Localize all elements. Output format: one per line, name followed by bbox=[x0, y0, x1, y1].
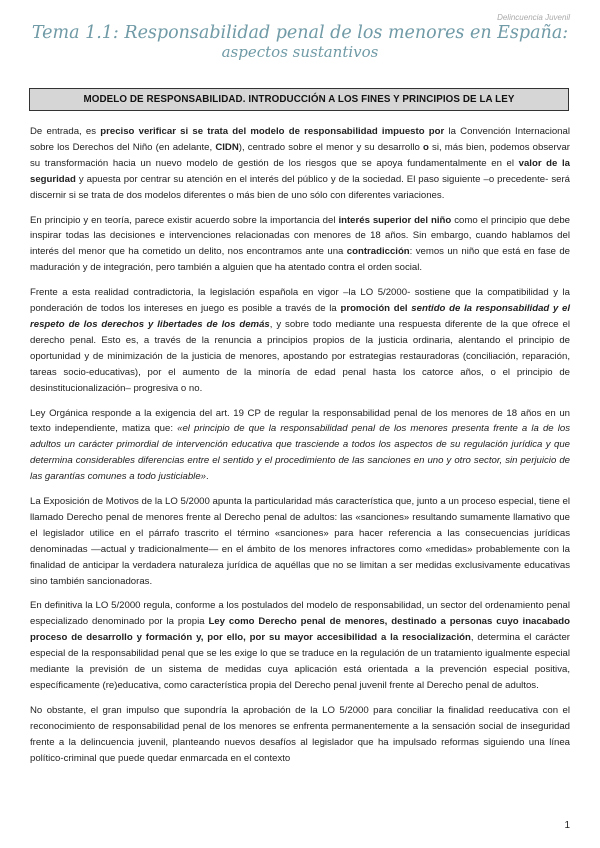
paragraph-text: y apuesta por centrar su atención en el interés del público y de la sociedad. El paso siguiente –o precedente- será discernir si se trata de dos modelos diferentes o más bien de uno sólo con diferentes variaciones. bbox=[30, 173, 570, 201]
paragraph-text: En principio y en teoría, parece existir acuerdo sobre la importancia del bbox=[30, 214, 339, 226]
paragraph-2 bbox=[30, 213, 570, 277]
document-body bbox=[30, 124, 570, 776]
page-title-line-2: aspectos sustantivos bbox=[221, 43, 379, 61]
paragraph-bold-italic-text: sentido de la responsabilidad y el respeto de los derechos y libertades de los demás bbox=[30, 303, 570, 330]
paragraph-bold-text: valor de la seguridad bbox=[30, 157, 570, 185]
paragraph-text: como el principio que debe inspirar todas las decisiones e intervenciones relacionadas con menores de 18 años. Sin embargo, cuando hablamos del interés del menor que ha cometido un delito, nos encontramos ante una bbox=[30, 214, 570, 258]
paragraph-text: No obstante, el gran impulso que supondría la aprobación de la LO 5/2000 para conciliar la finalidad reeducativa con el reconocimiento de responsabilidad penal de los menores se enfrenta permanentemente a la sensación social de inseguridad frente a la delincuencia juvenil, planteando nuevos desafíos al legislador que ha impulsado reformas siguiendo una línea político-criminal que puede quedar enmarcada en el contexto bbox=[30, 704, 570, 764]
paragraph-text: . bbox=[206, 471, 209, 483]
paragraph-4 bbox=[30, 406, 570, 486]
paragraph-text: Ley Orgánica responde a la exigencia del art. 19 CP de regular la responsabilidad penal de los menores de 18 años en un texto independiente, matiza que: bbox=[30, 407, 570, 435]
paragraph-5 bbox=[30, 494, 570, 589]
paragraph-text: si, más bien, podemos observar su transformación hacia un nuevo modelo de gestión de los riesgos que se apoya fundamentalmente en el bbox=[30, 141, 570, 169]
paragraph-text: De entrada, es bbox=[30, 126, 101, 137]
paragraph-bold-text: o bbox=[422, 141, 429, 153]
paragraph-6 bbox=[30, 598, 570, 693]
paragraph-3 bbox=[30, 285, 570, 396]
paragraph-bold-text: promoción del bbox=[340, 303, 412, 315]
paragraph-text: En definitiva la LO 5/2000 regula, conforme a los postulados del modelo de responsabilidad, un sector del ordenamiento penal especializado denominado por la propia bbox=[30, 600, 570, 628]
quoted-text: «el principio de que la responsabilidad penal de los menores presenta frente a la de los adultos un carácter primordial de intervención educativa que trasciende a todos los aspectos de su regulación jurídica y que determina considerables diferencias entre el sentido y el procedimiento de las sanciones en uno y otro sector, sin perjuicio de las garantías comunes a todo justiciable» bbox=[30, 423, 570, 483]
paragraph-bold-text: preciso verificar si se trata del modelo de responsabilidad impuesto por bbox=[100, 126, 445, 137]
paragraph-text: La Exposición de Motivos de la LO 5/2000 apunta la particularidad más característica que, junto a un proceso especial, tiene el llamado Derecho penal de menores frente al Derecho penal de adultos: las «sanciones» resultando sumamente llamativo que el legislador utilice en el párrafo trascrito el término «sanciones» para hacer referencia a las consecuencias jurídicas denominadas —actual y tradicionalmente— en el ámbito de los menores infractores como «medidas» probablemente con la finalidad de anticipar la verdadera naturaleza jurídica de aquéllas que no se limitan a ser medidas exclusivamente educativas sino también sancionadoras. bbox=[30, 496, 570, 587]
paragraph-text: , determina el carácter especial de la responsabilidad penal que se les exige lo que se traduce en la regulación de un tratamiento igualmente especial mediante la previsión de un sistema de medidas cuya aplicación está orientada a la prevención especial positiva, específicamente (re)educativa, como característica propia del Derecho penal juvenil frente al Derecho penal de adultos. bbox=[30, 632, 570, 691]
paragraph-bold-text: CIDN bbox=[215, 141, 239, 153]
paragraph-text: : vemos un niño que está en fase de maduración y de integración, pero también a alguien que ha atentado contra el orden social. bbox=[30, 246, 571, 274]
running-header: Delincuencia Juvenil bbox=[497, 13, 570, 22]
paragraph-bold-text: interés superior del niño bbox=[338, 214, 452, 226]
page-title-line-1: Tema 1.1: Responsabilidad penal de los menores en España: bbox=[31, 23, 569, 43]
paragraph-text: , y sobre todo mediante una respuesta diferente de la que ofrece el derecho penal. Esto es, a través de la renuncia a principios propios de la justicia ordinaria, alentando el principio de oportunidad y de minimización de la justicia de menores, apostando por estrategias restauradoras (conciliación, reparación, tareas socio-educativas), por el aumento de la minoría de edad penal hasta los catorce años, o el principio de desinstitucionalización– progresiva o no. bbox=[30, 318, 570, 394]
section-heading: MODELO DE RESPONSABILIDAD. INTRODUCCIÓN A LOS FINES Y PRINCIPIOS DE LA LEY bbox=[29, 88, 569, 111]
paragraph-text: la Convención Internacional sobre los Derechos del Niño (en adelante, bbox=[30, 126, 570, 153]
paragraph-bold-text: Ley como Derecho penal de menores, destinado a personas cuyo inacabado proceso de desarrollo y formación y, por ello, por su mayor accesibilidad a la resocialización bbox=[30, 616, 570, 644]
paragraph-1 bbox=[30, 124, 570, 204]
page-number: 1 bbox=[564, 820, 570, 831]
paragraph-text: ), centrado sobre el menor y su desarrollo bbox=[238, 141, 423, 153]
page-title bbox=[0, 24, 600, 62]
paragraph-bold-text: contradicción bbox=[346, 246, 410, 258]
paragraph-text: Frente a esta realidad contradictoria, la legislación española en vigor –la LO 5/2000- sostiene que la compatibilidad y la ponderación de todos los intereses en juego es posible a través de la bbox=[30, 287, 570, 315]
paragraph-7 bbox=[30, 703, 570, 767]
